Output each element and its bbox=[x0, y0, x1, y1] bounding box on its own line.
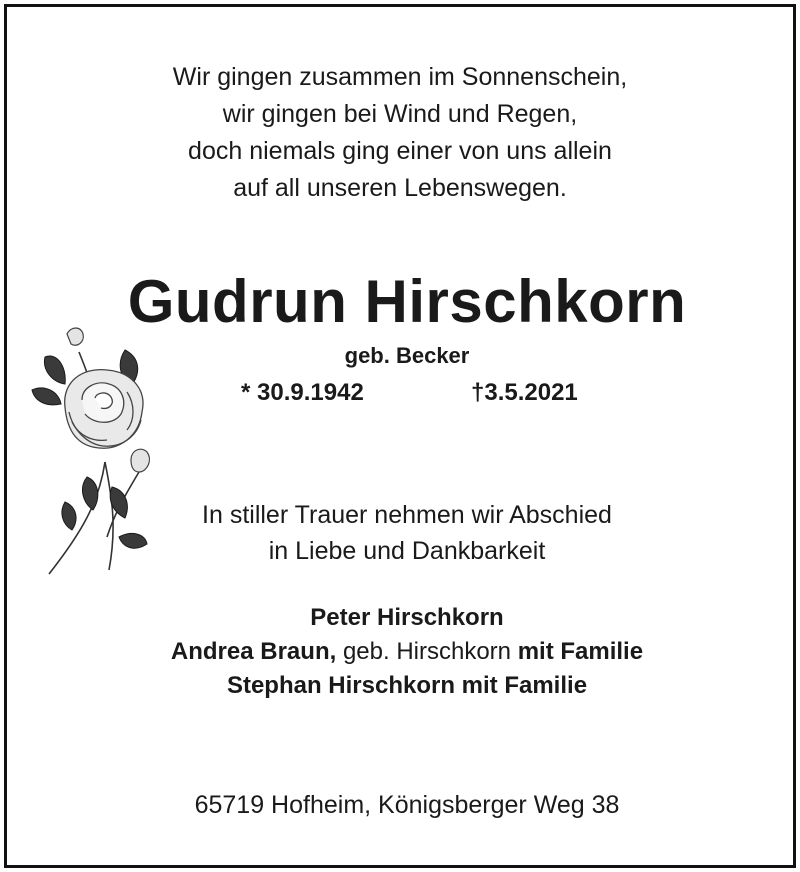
mourners bbox=[67, 601, 747, 703]
death-date: 3.5.2021 bbox=[484, 379, 578, 406]
death-date-block bbox=[471, 379, 578, 407]
mourner-line bbox=[67, 635, 747, 669]
birth-date: 30.9.1942 bbox=[257, 379, 364, 406]
grief-line: In stiller Trauer nehmen wir Abschied bbox=[202, 501, 612, 529]
poem-line: wir gingen bei Wind und Regen, bbox=[222, 100, 578, 128]
poem-line: auf all unseren Lebenswegen. bbox=[233, 174, 567, 202]
birth-date-block bbox=[241, 379, 364, 407]
grief-text bbox=[67, 497, 747, 569]
maiden-name: geb. Becker bbox=[344, 343, 470, 368]
poem-line: Wir gingen zusammen im Sonnenschein, bbox=[172, 63, 628, 91]
address: 65719 Hofheim, Königsberger Weg 38 bbox=[194, 791, 620, 819]
poem-line: doch niemals ging einer von uns allein bbox=[188, 137, 612, 165]
death-symbol: † bbox=[471, 379, 485, 406]
grief-line: in Liebe und Dankbarkeit bbox=[268, 537, 546, 565]
poem bbox=[7, 59, 793, 207]
mourner-suffix: mit Familie bbox=[517, 638, 644, 665]
obituary-notice bbox=[4, 4, 796, 868]
deceased-name: Gudrun Hirschkorn bbox=[127, 268, 687, 335]
mourner-maiden-name: geb. Hirschkorn bbox=[342, 638, 512, 665]
birth-symbol: * bbox=[241, 379, 251, 406]
mourner-line: Peter Hirschkorn bbox=[310, 604, 504, 631]
mourner-name: Andrea Braun, bbox=[170, 638, 337, 665]
mourner-line: Stephan Hirschkorn mit Familie bbox=[226, 672, 588, 699]
